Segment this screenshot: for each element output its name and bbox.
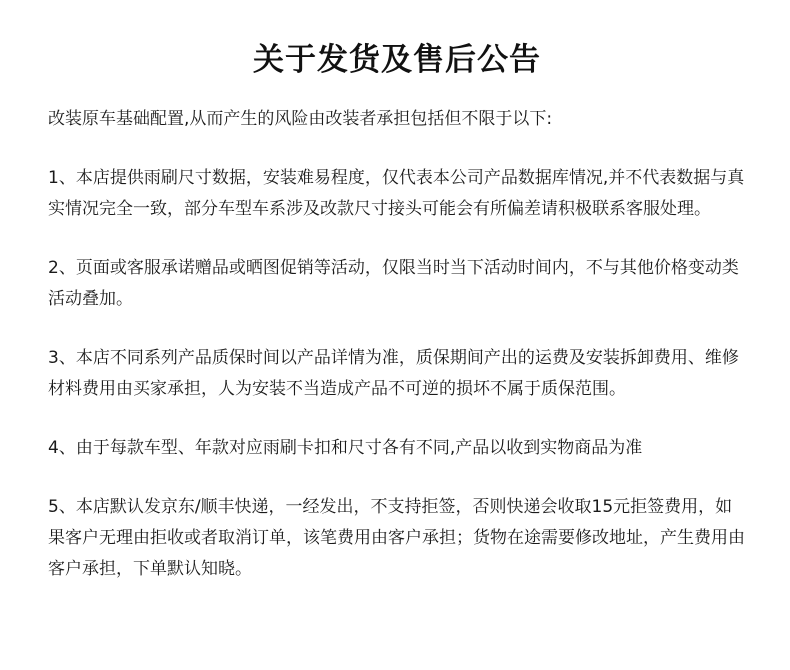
notice-title: 关于发货及售后公告 bbox=[253, 42, 541, 78]
notice-intro: 改装原车基础配置,从而产生的风险由改装者承担包括但不限于以下: bbox=[48, 109, 553, 129]
notice-clause-2: 2、页面或客服承诺赠品或晒图促销等活动，仅限当时当下活动时间内，不与其他价格变动类活动叠加。 bbox=[48, 258, 739, 309]
notice-clause-4: 4、由于每款车型、年款对应雨刷卡扣和尺寸各有不同,产品以收到实物商品为准 bbox=[48, 438, 643, 458]
notice-clause-5: 5、本店默认发京东/顺丰快递，一经发出，不支持拒签，否则快递会收取15元拒签费用，如果客户无理由拒收或者取消订单，该笔费用由客户承担；货物在途需要修改地址，产生费用由客户承担，下单默认知晓。 bbox=[48, 497, 745, 579]
notice-clause-1: 1、本店提供雨刷尺寸数据，安装难易程度，仅代表本公司产品数据库情况,并不代表数据与真实情况完全一致，部分车型车系涉及改款尺寸接头可能会有所偏差请积极联系客服处理。 bbox=[48, 168, 745, 219]
notice-clause-3: 3、本店不同系列产品质保时间以产品详情为准，质保期间产出的运费及安装拆卸费用、维修材料费用由买家承担，人为安装不当造成产品不可逆的损坏不属于质保范围。 bbox=[48, 348, 739, 399]
